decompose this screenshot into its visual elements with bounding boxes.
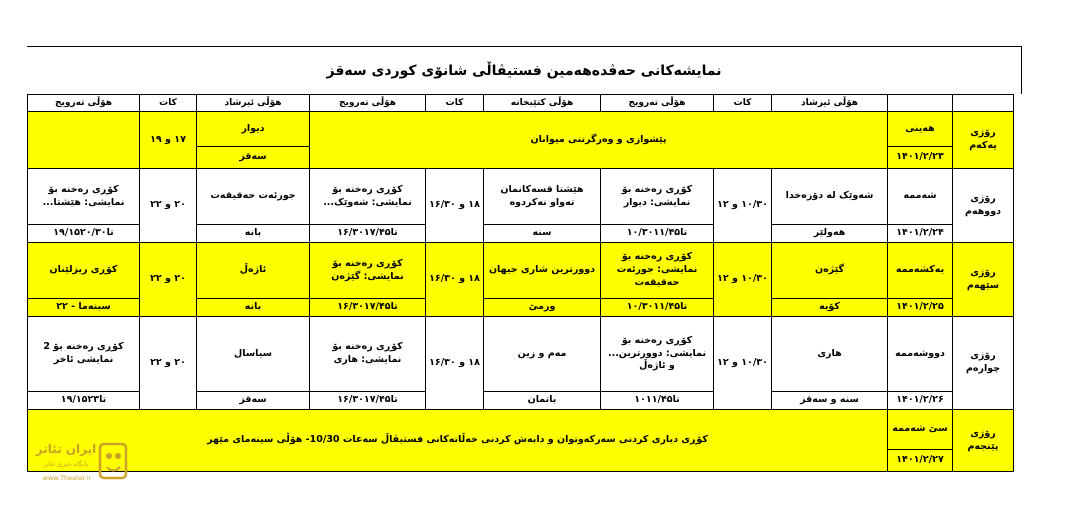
- day3-library: دوورترین شاری جیهان: [484, 243, 601, 299]
- day1-guide-show: دیوار: [197, 112, 310, 147]
- day2-time1: ۱۰/۳۰ و ۱۲: [714, 169, 772, 243]
- day1-row-top: [28, 112, 1014, 147]
- day5-closing: کۆڕی دیاری کردنی سەرکەوتوان و دابەش کردنی خەڵاتەکانی فستیڤاڵ سەعات 10/30- هۆڵی سینەمای مێهر: [28, 410, 888, 472]
- day4-show3: کۆڕی رەخنە بۆ 2 نمایشی ئاخر: [28, 317, 140, 392]
- day4-label: رۆژی چوارەم: [953, 317, 1014, 410]
- day4-date: ۱۴۰۱/۲/۲۶: [888, 392, 953, 410]
- day2-guide2: جورئەت حەقیقەت: [197, 169, 310, 225]
- day3-library-city: ورمێ: [484, 299, 601, 317]
- day3-row-top: [28, 243, 1014, 299]
- day1-weekday: هەینی: [888, 112, 953, 147]
- day3-time2: ۱۸ و ۱۶/۳۰: [426, 243, 484, 317]
- day4-guide2: سیاسال: [197, 317, 310, 392]
- header-time: کات: [140, 95, 197, 112]
- day4-show2-time: ۱۶/۳۰تا۱۷/۴۵: [310, 392, 426, 410]
- day3-guide1-city: کۆیە: [772, 299, 888, 317]
- page-title: نمایشەکانی حەڤدەهەمین فستیڤاڵی شانۆی کوردی سەقز: [27, 46, 1022, 94]
- day2-show2-time: ۱۶/۳۰تا۱۷/۴۵: [310, 225, 426, 243]
- day3-date: ۱۴۰۱/۲/۲۵: [888, 299, 953, 317]
- day5-weekday: سێ شەممە: [888, 410, 953, 450]
- day4-show1-time: ۱۰تا۱۱/۴۵: [601, 392, 714, 410]
- logo-tagline: پایگاه خبری تئاتر: [43, 460, 89, 468]
- day2-label: رۆژی دووهەم: [953, 169, 1014, 243]
- day2-time3: ۲۰ و ۲۲: [140, 169, 197, 243]
- day1-date: ۱۴۰۱/۲/۲۳: [888, 147, 953, 169]
- day3-guide2: ئاژەڵ: [197, 243, 310, 299]
- day3-show3: کۆڕی ریزلێنان: [28, 243, 140, 299]
- header-venue-guide: هۆڵی ئیرشاد: [772, 95, 888, 112]
- day2-guide1-city: هەولێر: [772, 225, 888, 243]
- day2-guide2-city: بانە: [197, 225, 310, 243]
- day2-guide1: شەوێک لە دۆزەخدا: [772, 169, 888, 225]
- day4-show2: کۆڕی رەخنە بۆ نمایشی: هاری: [310, 317, 426, 392]
- logo-url: www.Theater.ir: [42, 474, 92, 482]
- day4-guide1: هاری: [772, 317, 888, 392]
- day2-show3-time: ۱۹/۱۵تا۲۰/۳۰: [28, 225, 140, 243]
- day2-show1: کۆڕی رەخنە بۆ نمایشی: دیوار: [601, 169, 714, 225]
- day1-guide-city: سەقز: [197, 147, 310, 169]
- day2-date: ۱۴۰۱/۲/۲۴: [888, 225, 953, 243]
- header-venue-guide: هۆڵی ئیرشاد: [197, 95, 310, 112]
- day2-show2: کۆڕی رەخنە بۆ نمایشی: شەوێک...: [310, 169, 426, 225]
- day4-show3-time: ۱۹/۱۵تا۲۳: [28, 392, 140, 410]
- logo-name: ایران تئاتر: [35, 442, 97, 456]
- day3-show3-place: سینەما - ۲۲: [28, 299, 140, 317]
- day4-library-city: باتمان: [484, 392, 601, 410]
- day3-label: رۆژی سێهەم: [953, 243, 1014, 317]
- day5-date: ۱۴۰۱/۲/۲۷: [888, 450, 953, 472]
- day3-show1-time: ۱۰/۳۰تا۱۱/۴۵: [601, 299, 714, 317]
- day2-weekday: شەممە: [888, 169, 953, 225]
- schedule-sheet: [27, 46, 1022, 493]
- day4-time2: ۱۸ و ۱۶/۳۰: [426, 317, 484, 410]
- day4-weekday: دووشەممە: [888, 317, 953, 392]
- header-time: کات: [426, 95, 484, 112]
- day3-show2: کۆڕی رەخنە بۆ نمایشی: گێژەن: [310, 243, 426, 299]
- header-venue-show: هۆڵی تەرویج: [310, 95, 426, 112]
- watermark-logo: [30, 430, 130, 492]
- day4-guide1-city: سنە و سەقز: [772, 392, 888, 410]
- day2-show3: کۆڕی رەخنە بۆ نمایشی: هێشتا...: [28, 169, 140, 225]
- day4-library: مەم و زین: [484, 317, 601, 392]
- day4-time1: ۱۰/۳۰ و ۱۲: [714, 317, 772, 410]
- header-row: [28, 95, 1014, 112]
- day2-time2: ۱۸ و ۱۶/۳۰: [426, 169, 484, 243]
- day4-time3: ۲۰ و ۲۲: [140, 317, 197, 410]
- day5-label: رۆژی پێنجەم: [953, 410, 1014, 472]
- schedule-table: [27, 94, 1014, 472]
- header-venue-show: هۆڵی تەرویج: [28, 95, 140, 112]
- day3-show1: کۆڕی رەخنە بۆ نمایشی: جورئەت حەقیقەت: [601, 243, 714, 299]
- day1-time: ۱۷ و ۱۹: [140, 112, 197, 169]
- day4-guide2-city: سەقز: [197, 392, 310, 410]
- day2-library: هێشتا قسەکانمان تەواو نەکردوە: [484, 169, 601, 225]
- day3-weekday: یەکشەممە: [888, 243, 953, 299]
- day2-show1-time: ۱۰/۳۰تا۱۱/۴۵: [601, 225, 714, 243]
- day3-guide1: گێژەن: [772, 243, 888, 299]
- day1-label: رۆژی یەکەم: [953, 112, 1014, 169]
- day4-row-top: [28, 317, 1014, 392]
- day1-reception: پێشوازی و وەرگرتنی میوانان: [310, 112, 888, 169]
- day5-row-top: [28, 410, 1014, 450]
- header-venue-show: هۆڵی تەرویج: [601, 95, 714, 112]
- header-venue-library: هۆڵی کتێبخانە: [484, 95, 601, 112]
- day3-time3: ۲۰ و ۲۲: [140, 243, 197, 317]
- day3-show2-time: ۱۶/۳۰تا۱۷/۴۵: [310, 299, 426, 317]
- day4-show1: کۆڕی رەخنە بۆ نمایشی: دوورترین... و ئاژەڵ: [601, 317, 714, 392]
- day3-guide2-city: بانە: [197, 299, 310, 317]
- header-time: کات: [714, 95, 772, 112]
- day2-row-top: [28, 169, 1014, 225]
- day2-library-city: سنە: [484, 225, 601, 243]
- day3-time1: ۱۰/۳۰ و ۱۲: [714, 243, 772, 317]
